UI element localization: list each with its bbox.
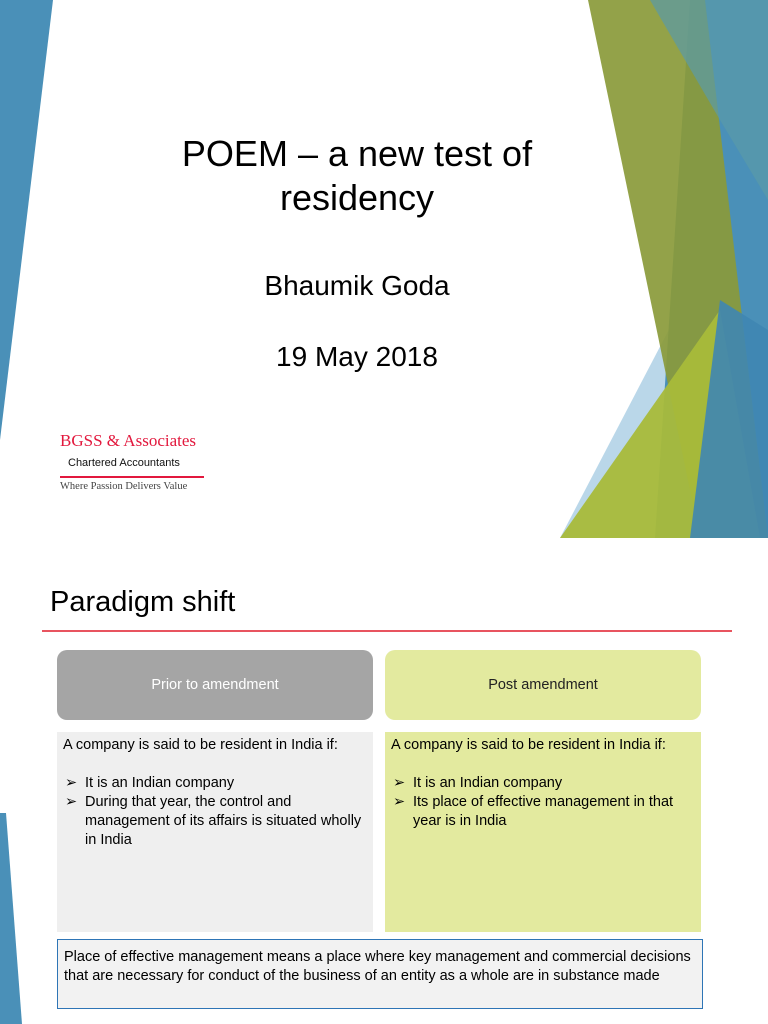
prior-amendment-content bbox=[57, 732, 373, 932]
arrow-bullet-icon: ➢ bbox=[393, 775, 406, 791]
list-item-text: It is an Indian company bbox=[413, 775, 563, 791]
list-item-text: Its place of effective management in that year is in India bbox=[413, 794, 674, 829]
logo-firm-name: BGSS & Associates bbox=[60, 431, 197, 450]
list-item-text: It is an Indian company bbox=[85, 775, 235, 791]
presentation-date: 19 May 2018 bbox=[276, 341, 438, 372]
slide-title: POEM – a new test of residency bbox=[181, 133, 533, 218]
prior-amendment-header: Prior to amendment bbox=[57, 650, 373, 720]
list-item bbox=[63, 774, 367, 793]
logo-tagline: Where Passion Delivers Value bbox=[60, 481, 188, 492]
list-item bbox=[63, 793, 367, 850]
post-amendment-content bbox=[385, 732, 701, 932]
bullet-list bbox=[63, 774, 367, 850]
bullet-list bbox=[391, 774, 695, 831]
paradigm-shift-slide bbox=[0, 558, 768, 1024]
arrow-bullet-icon: ➢ bbox=[65, 794, 78, 810]
list-item bbox=[391, 774, 695, 793]
left-blue-wedge bbox=[0, 0, 53, 440]
content-lead: A company is said to be resident in India if: bbox=[63, 737, 338, 753]
logo-subtitle: Chartered Accountants bbox=[68, 457, 180, 469]
presenter-name: Bhaumik Goda bbox=[264, 270, 450, 301]
arrow-bullet-icon: ➢ bbox=[65, 775, 78, 791]
company-logo bbox=[60, 431, 206, 497]
list-item bbox=[391, 793, 695, 831]
arrow-bullet-icon: ➢ bbox=[393, 794, 406, 810]
logo-divider bbox=[60, 476, 204, 478]
list-item-text: During that year, the control and management of its affairs is situated wholly in India bbox=[85, 794, 362, 848]
post-amendment-header: Post amendment bbox=[385, 650, 701, 720]
slide-separator bbox=[0, 538, 768, 558]
content-lead: A company is said to be resident in India if: bbox=[391, 737, 666, 753]
slide-title: Paradigm shift bbox=[50, 586, 236, 618]
poem-definition-box: Place of effective management means a place where key management and commercial decisions that are necessary for conduct of the business of an entity as a whole are in substance made bbox=[57, 939, 703, 1009]
left-blue-sliver bbox=[0, 813, 22, 1024]
title-divider bbox=[42, 630, 732, 632]
